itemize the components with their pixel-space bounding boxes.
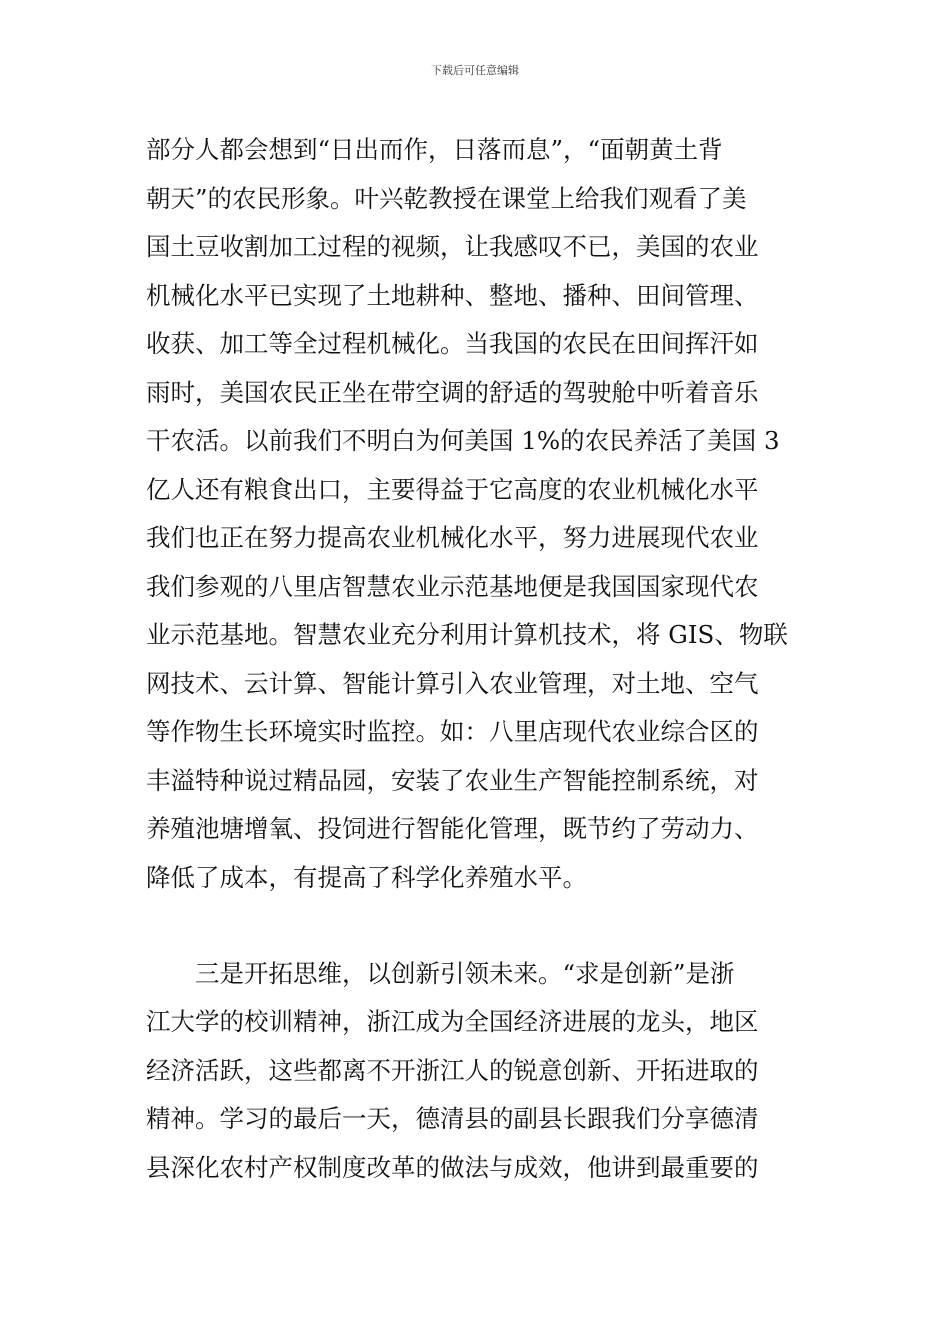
text-line: 三是开拓思维，以创新引领未来。“求是创新”是浙 <box>195 959 735 988</box>
text-line: 我们参观的八里店智慧农业示范基地便是我国国家现代农 <box>146 572 759 601</box>
text-line: 县深化农村产权制度改革的做法与成效，他讲到最重要的 <box>146 1153 759 1182</box>
text-line: 网技术、云计算、智能计算引入农业管理，对土地、空气 <box>146 669 759 698</box>
text-line: 国土豆收割加工过程的视频，让我感叹不已，美国的农业 <box>146 232 759 261</box>
text-line: 我们也正在努力提高农业机械化水平，努力进展现代农业 <box>146 523 759 552</box>
text-line: 朝天”的农民形象。叶兴乾教授在课堂上给我们观看了美 <box>146 184 747 213</box>
text-line: 亿人还有粮食出口，主要得益于它高度的农业机械化水平 <box>146 475 759 504</box>
text-line: 养殖池塘增氧、投饲进行智能化管理，既节约了劳动力、 <box>146 814 759 843</box>
text-line: 部分人都会想到“日出而作，日落而息”，“面朝黄土背 <box>146 135 723 164</box>
text-line: 机械化水平已实现了土地耕种、整地、播种、田间管理、 <box>146 281 759 310</box>
text-line: 经济活跃，这些都离不开浙江人的锐意创新、开拓进取的 <box>146 1056 759 1085</box>
text-line: 等作物生长环境实时监控。如：八里店现代农业综合区的 <box>146 717 759 746</box>
text-line: 精神。学习的最后一天，德清县的副县长跟我们分享德清 <box>146 1104 759 1133</box>
text-line: 干农活。以前我们不明白为何美国 1%的农民养活了美国 3 <box>146 426 780 455</box>
text-line: 业示范基地。智慧农业充分利用计算机技术，将 GIS、物联 <box>146 620 788 649</box>
page-header: 下载后可任意编辑 <box>431 64 519 77</box>
text-line: 丰溢特种说过精品园，安装了农业生产智能控制系统，对 <box>146 766 759 795</box>
text-line: 收获、加工等全过程机械化。当我国的农民在田间挥汗如 <box>146 329 759 358</box>
text-line: 江大学的校训精神，浙江成为全国经济进展的龙头，地区 <box>146 1007 759 1036</box>
text-line: 降低了成本，有提高了科学化养殖水平。 <box>146 863 587 892</box>
text-line: 雨时，美国农民正坐在带空调的舒适的驾驶舱中听着音乐 <box>146 378 759 407</box>
